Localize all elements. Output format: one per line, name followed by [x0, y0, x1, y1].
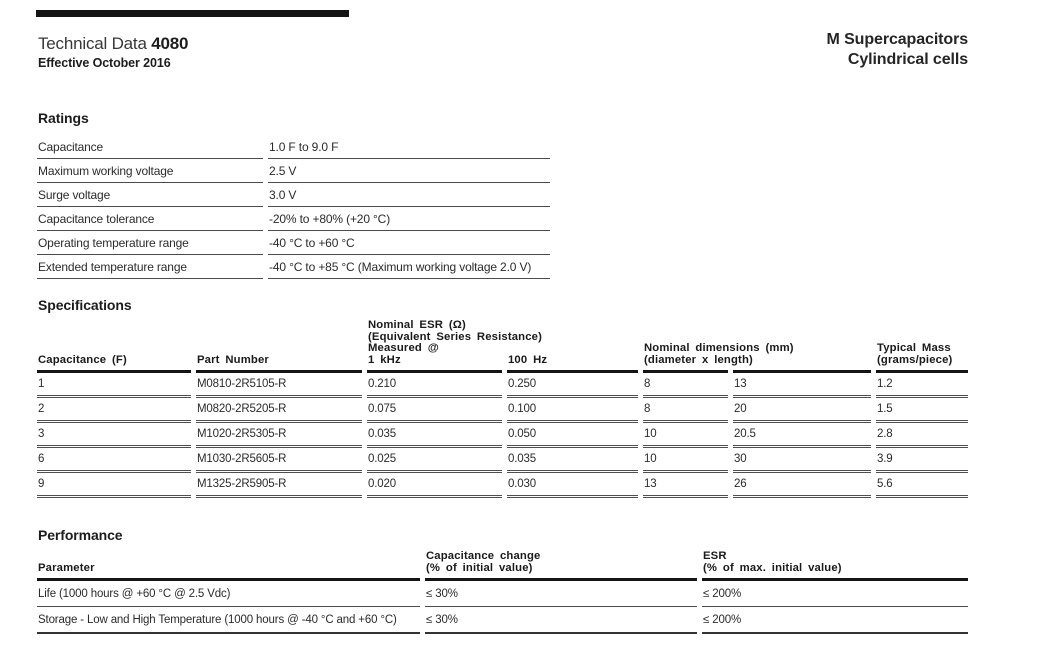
table-row [37, 581, 968, 607]
col-header-1khz: 1 kHz [368, 353, 401, 366]
spec-capacitance: 9 [37, 473, 191, 498]
spec-length: 30 [733, 448, 871, 473]
effective-date: Effective October 2016 [38, 56, 171, 70]
doc-title [38, 33, 188, 54]
col-header-dimensions [643, 342, 794, 373]
spec-diameter: 10 [643, 423, 728, 448]
rating-label: Capacitance tolerance [37, 207, 263, 231]
rating-value: -20% to +80% (+20 °C) [268, 207, 550, 231]
rating-label: Maximum working voltage [37, 159, 263, 183]
spec-capacitance: 3 [37, 423, 191, 448]
spec-esr-100hz: 0.030 [507, 473, 638, 498]
spec-esr-1khz: 0.075 [367, 398, 502, 423]
esr-header-line2: (% of max. initial value) [703, 561, 842, 574]
doc-number: 4080 [151, 34, 189, 53]
ratings-title: Ratings [38, 110, 89, 126]
col-header-part-number: Part Number [196, 355, 362, 374]
dims-header-line1: Nominal dimensions (mm) [644, 342, 794, 354]
table-row [37, 473, 968, 498]
table-row [37, 159, 550, 183]
spec-capacitance: 1 [37, 373, 191, 398]
perf-capacitance-change: ≤ 30% [425, 581, 697, 607]
perf-parameter: Life (1000 hours @ +60 °C @ 2.5 Vdc) [37, 581, 420, 607]
spec-esr-100hz: 0.050 [507, 423, 638, 448]
esr-header-line3: Measured @ [368, 342, 439, 354]
product-line-1: M Supercapacitors [826, 31, 968, 48]
spec-mass: 1.2 [876, 373, 968, 398]
spec-diameter: 8 [643, 373, 728, 398]
performance-header-row [37, 551, 968, 581]
rating-value: -40 °C to +60 °C [268, 231, 550, 255]
table-row [37, 398, 968, 423]
spec-length: 13 [733, 373, 871, 398]
table-row [37, 607, 968, 634]
rating-label: Operating temperature range [37, 231, 263, 255]
spec-diameter: 10 [643, 448, 728, 473]
perf-capacitance-change: ≤ 30% [425, 607, 697, 634]
mass-header-line2: (grams/piece) [877, 353, 953, 366]
table-row [37, 135, 550, 159]
spec-mass: 2.8 [876, 423, 968, 448]
product-line-2: Cylindrical cells [847, 51, 968, 68]
spec-part-number: M1020-2R5305-R [196, 423, 362, 448]
specifications-header-row [37, 320, 968, 373]
esr-header-line1: Nominal ESR (Ω) [368, 319, 466, 331]
perf-parameter: Storage - Low and High Temperature (1000 hours @ -40 °C and +60 °C) [37, 607, 420, 634]
col-header-esr [702, 551, 968, 581]
spec-esr-1khz: 0.020 [367, 473, 502, 498]
esr-header-line2: (Equivalent Series Resistance) [368, 330, 542, 343]
spec-length: 20.5 [733, 423, 871, 448]
header-accent-bar [36, 10, 349, 17]
spec-esr-1khz: 0.035 [367, 423, 502, 448]
perf-esr: ≤ 200% [702, 581, 968, 607]
rating-label: Surge voltage [37, 183, 263, 207]
mass-header-line1: Typical Mass [877, 342, 951, 354]
spec-length: 26 [733, 473, 871, 498]
rating-value: -40 °C to +85 °C (Maximum working voltage 2.0 V) [268, 255, 550, 279]
rating-value: 2.5 V [268, 159, 550, 183]
rating-label: Capacitance [37, 135, 263, 159]
specifications-table [37, 320, 968, 498]
spec-part-number: M1030-2R5605-R [196, 448, 362, 473]
table-row [37, 448, 968, 473]
spec-capacitance: 2 [37, 398, 191, 423]
table-row [37, 255, 550, 279]
spec-esr-100hz: 0.035 [507, 448, 638, 473]
table-row [37, 231, 550, 255]
table-row [37, 183, 550, 207]
spec-mass: 5.6 [876, 473, 968, 498]
spec-esr-1khz: 0.210 [367, 373, 502, 398]
rating-label: Extended temperature range [37, 255, 263, 279]
spec-mass: 3.9 [876, 448, 968, 473]
spec-diameter: 13 [643, 473, 728, 498]
col-header-mass [876, 343, 968, 373]
table-row [37, 373, 968, 398]
col-header-length-spacer [733, 366, 871, 373]
spec-esr-100hz: 0.250 [507, 373, 638, 398]
dims-header-line2: (diameter x length) [644, 353, 753, 366]
spec-part-number: M1325-2R5905-R [196, 473, 362, 498]
spec-diameter: 8 [643, 398, 728, 423]
spec-length: 20 [733, 398, 871, 423]
col-header-capacitance: Capacitance (F) [37, 355, 191, 374]
esr-header-line1: ESR [703, 550, 727, 562]
col-header-parameter: Parameter [37, 563, 420, 582]
cap-change-header-line2: (% of initial value) [426, 561, 533, 574]
ratings-table [37, 135, 550, 279]
table-row [37, 423, 968, 448]
rating-value: 1.0 F to 9.0 F [268, 135, 550, 159]
spec-part-number: M0810-2R5105-R [196, 373, 362, 398]
specifications-title: Specifications [38, 297, 132, 313]
table-row [37, 207, 550, 231]
product-title [827, 30, 968, 70]
performance-title: Performance [38, 527, 123, 543]
cap-change-header-line1: Capacitance change [426, 550, 541, 562]
spec-part-number: M0820-2R5205-R [196, 398, 362, 423]
spec-esr-1khz: 0.025 [367, 448, 502, 473]
perf-esr: ≤ 200% [702, 607, 968, 634]
spec-mass: 1.5 [876, 398, 968, 423]
col-header-100hz: 100 Hz [507, 355, 638, 374]
performance-table [37, 551, 968, 634]
spec-capacitance: 6 [37, 448, 191, 473]
rating-value: 3.0 V [268, 183, 550, 207]
doc-title-text: Technical Data [38, 34, 152, 53]
col-header-capacitance-change [425, 551, 697, 581]
spec-esr-100hz: 0.100 [507, 398, 638, 423]
